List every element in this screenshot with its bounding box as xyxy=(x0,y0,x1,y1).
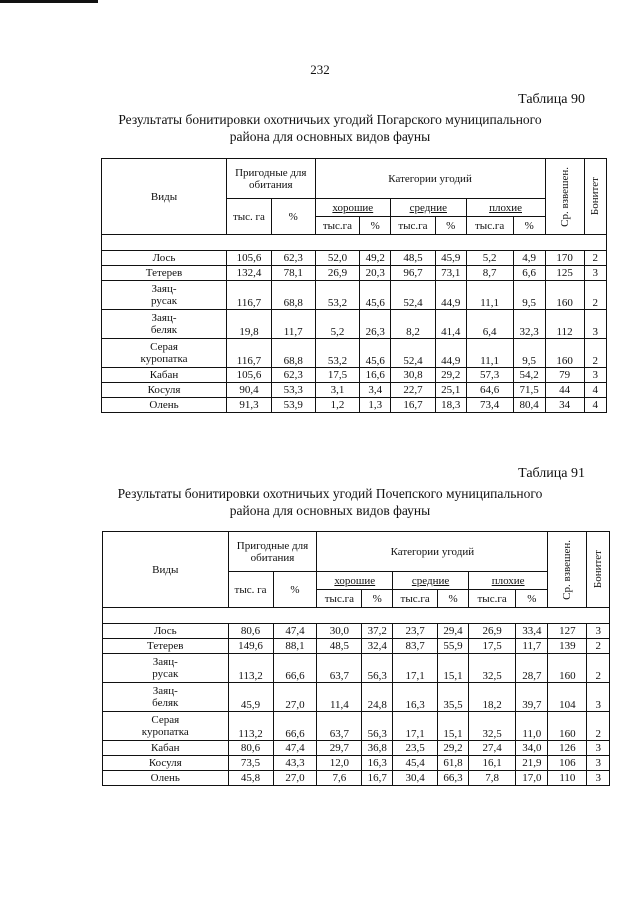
table-cell: 56,3 xyxy=(362,654,393,683)
table-cell: 4 xyxy=(584,383,606,398)
table-cell: 62,3 xyxy=(271,368,315,383)
table-cell: 34 xyxy=(545,398,584,413)
table-cell: 53,2 xyxy=(315,339,360,368)
table-cell: 12,0 xyxy=(317,756,362,771)
species-name-line: Заяц- xyxy=(151,312,177,324)
table-cell: 30,4 xyxy=(393,771,438,786)
table-cell: 79 xyxy=(545,368,584,383)
header-row xyxy=(102,159,607,199)
table-cell: 80,6 xyxy=(228,624,273,639)
table-cell: 2 xyxy=(584,281,606,310)
table-cell: 32,4 xyxy=(362,639,393,654)
table-cell: 112 xyxy=(545,310,584,339)
table-cell: 16,3 xyxy=(393,683,438,712)
table-row xyxy=(102,368,607,383)
subheader-thous-ha: тыс.га xyxy=(468,590,515,608)
table-cell: 96,7 xyxy=(391,266,436,281)
table-cell: 23,5 xyxy=(393,741,438,756)
table-row xyxy=(103,654,610,683)
table-cell: 7,8 xyxy=(468,771,515,786)
table-cell: 91,3 xyxy=(227,398,272,413)
col-header-medium xyxy=(391,199,467,217)
table-row xyxy=(102,310,607,339)
table-cell: 39,7 xyxy=(516,683,548,712)
table-cell: 22,7 xyxy=(391,383,436,398)
table-cell: 16,7 xyxy=(362,771,393,786)
table-cell: 5,2 xyxy=(315,310,360,339)
table-cell: 9,5 xyxy=(513,339,545,368)
table-cell: 18,2 xyxy=(468,683,515,712)
table-cell: 47,4 xyxy=(273,624,317,639)
table-row xyxy=(102,266,607,281)
table-cell: 35,5 xyxy=(438,683,469,712)
table-cell: 4,9 xyxy=(513,251,545,266)
table-cell: 16,6 xyxy=(360,368,391,383)
species-name-line: русак xyxy=(152,668,179,680)
table-cell: 7,6 xyxy=(317,771,362,786)
spacer-row xyxy=(102,235,607,251)
table-cell: 36,8 xyxy=(362,741,393,756)
table-cell: 30,0 xyxy=(317,624,362,639)
table-cell: 20,3 xyxy=(360,266,391,281)
col-header-weighted xyxy=(545,159,584,235)
table-90-label: Таблица 90 xyxy=(518,92,585,107)
table-cell: 63,7 xyxy=(317,654,362,683)
table-cell: 116,7 xyxy=(227,281,272,310)
table-cell: 3 xyxy=(587,741,610,756)
table-cell: 11,1 xyxy=(466,339,513,368)
table-90 xyxy=(101,158,607,413)
table-cell: 9,5 xyxy=(513,281,545,310)
table-cell: 139 xyxy=(548,639,587,654)
species-name xyxy=(103,712,229,741)
table-cell: 73,5 xyxy=(228,756,273,771)
spacer-cell xyxy=(102,235,607,251)
table-cell: 48,5 xyxy=(317,639,362,654)
table-cell: 90,4 xyxy=(227,383,272,398)
col-header-good xyxy=(317,572,393,590)
table-cell: 3 xyxy=(587,624,610,639)
table-cell: 105,6 xyxy=(227,368,272,383)
table-cell: 56,3 xyxy=(362,712,393,741)
table-cell: 105,6 xyxy=(227,251,272,266)
table-cell: 45,6 xyxy=(360,281,391,310)
table-cell: 29,2 xyxy=(438,741,469,756)
table-cell: 29,2 xyxy=(435,368,466,383)
table-cell: 26,9 xyxy=(315,266,360,281)
table-cell: 17,1 xyxy=(393,712,438,741)
table-row xyxy=(102,339,607,368)
table-90-title xyxy=(80,111,580,145)
table-cell: 11,7 xyxy=(516,639,548,654)
table-90-title-line2: района для основных видов фауны xyxy=(229,129,431,144)
table-90-title-line1: Результаты бонитировки охотничьих угодий Погарского муниципального xyxy=(118,112,542,127)
col-header-suitable: Пригодные для обитания xyxy=(228,532,317,572)
table-cell: 149,6 xyxy=(228,639,273,654)
table-cell: 23,7 xyxy=(393,624,438,639)
table-cell: 17,0 xyxy=(516,771,548,786)
table-cell: 113,2 xyxy=(228,712,273,741)
table-cell: 160 xyxy=(545,339,584,368)
table-cell: 15,1 xyxy=(438,654,469,683)
species-name xyxy=(103,741,229,756)
table-cell: 44 xyxy=(545,383,584,398)
table-cell: 24,8 xyxy=(362,683,393,712)
table-cell: 18,3 xyxy=(435,398,466,413)
table-cell: 6,6 xyxy=(513,266,545,281)
table-cell: 30,8 xyxy=(391,368,436,383)
subheader-thous-ha: тыс.га xyxy=(391,217,436,235)
table-cell: 28,7 xyxy=(516,654,548,683)
col-header-good-text: хорошие xyxy=(334,574,376,587)
species-name-line: Косуля xyxy=(148,757,182,769)
table-cell: 3 xyxy=(584,368,606,383)
table-cell: 3,4 xyxy=(360,383,391,398)
table-cell: 83,7 xyxy=(393,639,438,654)
table-cell: 116,7 xyxy=(227,339,272,368)
table-91 xyxy=(102,531,610,786)
table-row xyxy=(103,639,610,654)
table-cell: 8,7 xyxy=(466,266,513,281)
species-name xyxy=(103,624,229,639)
table-cell: 19,8 xyxy=(227,310,272,339)
col-header-species: Виды xyxy=(103,532,229,608)
table-cell: 26,9 xyxy=(468,624,515,639)
table-cell: 104 xyxy=(548,683,587,712)
table-cell: 2 xyxy=(587,639,610,654)
table-row xyxy=(102,251,607,266)
table-cell: 3 xyxy=(587,683,610,712)
subheader-thous-ha: тыс.га xyxy=(317,590,362,608)
table-cell: 45,4 xyxy=(393,756,438,771)
spacer-row xyxy=(103,608,610,624)
table-cell: 27,4 xyxy=(468,741,515,756)
table-cell: 80,4 xyxy=(513,398,545,413)
table-cell: 63,7 xyxy=(317,712,362,741)
table-cell: 3 xyxy=(584,266,606,281)
table-cell: 66,6 xyxy=(273,712,317,741)
table-cell: 29,7 xyxy=(317,741,362,756)
col-header-bad-text: плохие xyxy=(489,201,522,214)
table-cell: 73,4 xyxy=(466,398,513,413)
table-cell: 17,5 xyxy=(315,368,360,383)
species-name-line: Кабан xyxy=(149,369,179,381)
species-name-line: русак xyxy=(150,295,178,307)
page-number: 232 xyxy=(310,62,330,77)
table-91-title-line2: района для основных видов фауны xyxy=(229,503,431,518)
table-cell: 160 xyxy=(548,712,587,741)
top-rule xyxy=(0,0,98,3)
table-cell: 127 xyxy=(548,624,587,639)
species-name xyxy=(103,771,229,786)
table-row xyxy=(103,741,610,756)
species-name-line: Заяц- xyxy=(152,685,178,697)
table-cell: 45,6 xyxy=(360,339,391,368)
table-cell: 5,2 xyxy=(466,251,513,266)
table-91-label: Таблица 91 xyxy=(518,466,585,481)
col-header-species: Виды xyxy=(102,159,227,235)
table-cell: 26,3 xyxy=(360,310,391,339)
table-cell: 170 xyxy=(545,251,584,266)
table-cell: 80,6 xyxy=(228,741,273,756)
subheader-percent: % xyxy=(513,217,545,235)
table-cell: 11,0 xyxy=(516,712,548,741)
col-header-good-text: хорошие xyxy=(332,201,374,214)
species-name-line: Тетерев xyxy=(147,640,184,652)
col-header-thous-ha: тыс. га xyxy=(227,199,272,235)
table-cell: 68,8 xyxy=(271,281,315,310)
table-cell: 21,9 xyxy=(516,756,548,771)
table-cell: 113,2 xyxy=(228,654,273,683)
table-cell: 17,1 xyxy=(393,654,438,683)
subheader-thous-ha: тыс.га xyxy=(393,590,438,608)
subheader-percent: % xyxy=(362,590,393,608)
table-cell: 3 xyxy=(587,756,610,771)
table-cell: 43,3 xyxy=(273,756,317,771)
species-name xyxy=(102,339,227,368)
species-name-line: куропатка xyxy=(140,353,188,365)
table-cell: 2 xyxy=(587,654,610,683)
table-cell: 11,4 xyxy=(317,683,362,712)
col-header-bonitet-text: Бонитет xyxy=(589,177,602,216)
table-cell: 1,3 xyxy=(360,398,391,413)
subheader-percent: % xyxy=(516,590,548,608)
table-cell: 2 xyxy=(584,251,606,266)
table-row xyxy=(103,756,610,771)
subheader-thous-ha: тыс.га xyxy=(466,217,513,235)
table-cell: 62,3 xyxy=(271,251,315,266)
species-name-line: Лось xyxy=(153,625,177,637)
table-cell: 61,8 xyxy=(438,756,469,771)
col-header-suitable: Пригодные для обитания xyxy=(227,159,315,199)
species-name xyxy=(102,266,227,281)
table-91-title-line1: Результаты бонитировки охотничьих угодий Почепского муниципального xyxy=(117,486,543,501)
table-cell: 2 xyxy=(587,712,610,741)
species-name-line: Заяц- xyxy=(151,283,177,295)
table-cell: 29,4 xyxy=(438,624,469,639)
species-name xyxy=(103,639,229,654)
table-cell: 48,5 xyxy=(391,251,436,266)
species-name xyxy=(103,654,229,683)
col-header-bad xyxy=(466,199,545,217)
table-cell: 54,2 xyxy=(513,368,545,383)
species-name-line: Косуля xyxy=(147,384,181,396)
table-cell: 32,5 xyxy=(468,712,515,741)
table-cell: 16,1 xyxy=(468,756,515,771)
table-row xyxy=(103,683,610,712)
table-cell: 53,3 xyxy=(271,383,315,398)
spacer-cell xyxy=(103,608,610,624)
table-cell: 160 xyxy=(548,654,587,683)
table-cell: 52,4 xyxy=(391,339,436,368)
table-cell: 4 xyxy=(584,398,606,413)
table-cell: 16,7 xyxy=(391,398,436,413)
table-cell: 1,2 xyxy=(315,398,360,413)
table-cell: 3,1 xyxy=(315,383,360,398)
col-header-bad-text: плохие xyxy=(491,574,525,587)
table-cell: 88,1 xyxy=(273,639,317,654)
table-cell: 110 xyxy=(548,771,587,786)
table-cell: 106 xyxy=(548,756,587,771)
species-name-line: Кабан xyxy=(151,742,180,754)
table-cell: 64,6 xyxy=(466,383,513,398)
species-name-line: Олень xyxy=(149,399,179,411)
table-cell: 49,2 xyxy=(360,251,391,266)
species-name-line: Тетерев xyxy=(145,267,183,279)
table-cell: 32,3 xyxy=(513,310,545,339)
table-cell: 132,4 xyxy=(227,266,272,281)
table-cell: 37,2 xyxy=(362,624,393,639)
table-cell: 66,3 xyxy=(438,771,469,786)
subheader-thous-ha: тыс.га xyxy=(315,217,360,235)
species-name xyxy=(102,281,227,310)
table-cell: 53,9 xyxy=(271,398,315,413)
species-name xyxy=(103,756,229,771)
subheader-percent: % xyxy=(360,217,391,235)
table-cell: 41,4 xyxy=(435,310,466,339)
col-header-percent: % xyxy=(271,199,315,235)
species-name-line: Лось xyxy=(152,252,176,264)
table-cell: 57,3 xyxy=(466,368,513,383)
col-header-categories: Категории угодий xyxy=(317,532,548,572)
col-header-medium xyxy=(393,572,469,590)
table-cell: 27,0 xyxy=(273,771,317,786)
col-header-categories: Категории угодий xyxy=(315,159,545,199)
table-row xyxy=(102,281,607,310)
table-cell: 125 xyxy=(545,266,584,281)
table-cell: 52,0 xyxy=(315,251,360,266)
col-header-bonitet xyxy=(587,532,610,608)
table-cell: 78,1 xyxy=(271,266,315,281)
col-header-weighted-text: Ср. взвешен. xyxy=(561,539,574,600)
table-cell: 17,5 xyxy=(468,639,515,654)
table-cell: 44,9 xyxy=(435,281,466,310)
table-cell: 34,0 xyxy=(516,741,548,756)
col-header-bad xyxy=(468,572,547,590)
table-cell: 45,8 xyxy=(228,771,273,786)
species-name-line: куропатка xyxy=(141,726,189,738)
col-header-medium-text: средние xyxy=(411,574,450,587)
table-cell: 47,4 xyxy=(273,741,317,756)
col-header-bonitet xyxy=(584,159,606,235)
table-row xyxy=(102,383,607,398)
table-cell: 44,9 xyxy=(435,339,466,368)
species-name-line: беляк xyxy=(150,324,178,336)
table-cell: 126 xyxy=(548,741,587,756)
species-name xyxy=(102,251,227,266)
header-row xyxy=(103,532,610,572)
table-cell: 8,2 xyxy=(391,310,436,339)
table-cell: 45,9 xyxy=(228,683,273,712)
col-header-bonitet-text: Бонитет xyxy=(592,550,605,589)
table-row xyxy=(103,624,610,639)
species-name-line: Серая xyxy=(151,714,180,726)
col-header-medium-text: средние xyxy=(409,201,447,214)
table-cell: 53,2 xyxy=(315,281,360,310)
table-cell: 52,4 xyxy=(391,281,436,310)
subheader-percent: % xyxy=(438,590,469,608)
table-cell: 68,8 xyxy=(271,339,315,368)
species-name xyxy=(102,383,227,398)
col-header-percent: % xyxy=(273,572,317,608)
table-row xyxy=(103,712,610,741)
species-name xyxy=(102,310,227,339)
table-cell: 15,1 xyxy=(438,712,469,741)
table-row xyxy=(103,771,610,786)
table-cell: 6,4 xyxy=(466,310,513,339)
col-header-thous-ha: тыс. га xyxy=(228,572,273,608)
species-name xyxy=(102,398,227,413)
table-cell: 71,5 xyxy=(513,383,545,398)
table-cell: 3 xyxy=(587,771,610,786)
table-row xyxy=(102,398,607,413)
table-cell: 25,1 xyxy=(435,383,466,398)
table-cell: 33,4 xyxy=(516,624,548,639)
table-cell: 73,1 xyxy=(435,266,466,281)
table-91-title xyxy=(80,485,580,519)
subheader-percent: % xyxy=(435,217,466,235)
col-header-good xyxy=(315,199,391,217)
species-name-line: Олень xyxy=(150,772,180,784)
table-cell: 11,7 xyxy=(271,310,315,339)
species-name-line: Заяц- xyxy=(152,656,178,668)
species-name xyxy=(103,683,229,712)
table-cell: 27,0 xyxy=(273,683,317,712)
table-cell: 2 xyxy=(584,339,606,368)
col-header-weighted-text: Ср. взвешен. xyxy=(558,166,571,227)
table-cell: 45,9 xyxy=(435,251,466,266)
table-cell: 160 xyxy=(545,281,584,310)
col-header-weighted xyxy=(548,532,587,608)
species-name-line: Серая xyxy=(150,341,178,353)
table-cell: 55,9 xyxy=(438,639,469,654)
table-cell: 16,3 xyxy=(362,756,393,771)
table-cell: 32,5 xyxy=(468,654,515,683)
species-name-line: беляк xyxy=(152,697,179,709)
table-cell: 66,6 xyxy=(273,654,317,683)
species-name xyxy=(102,368,227,383)
table-cell: 3 xyxy=(584,310,606,339)
table-cell: 11,1 xyxy=(466,281,513,310)
